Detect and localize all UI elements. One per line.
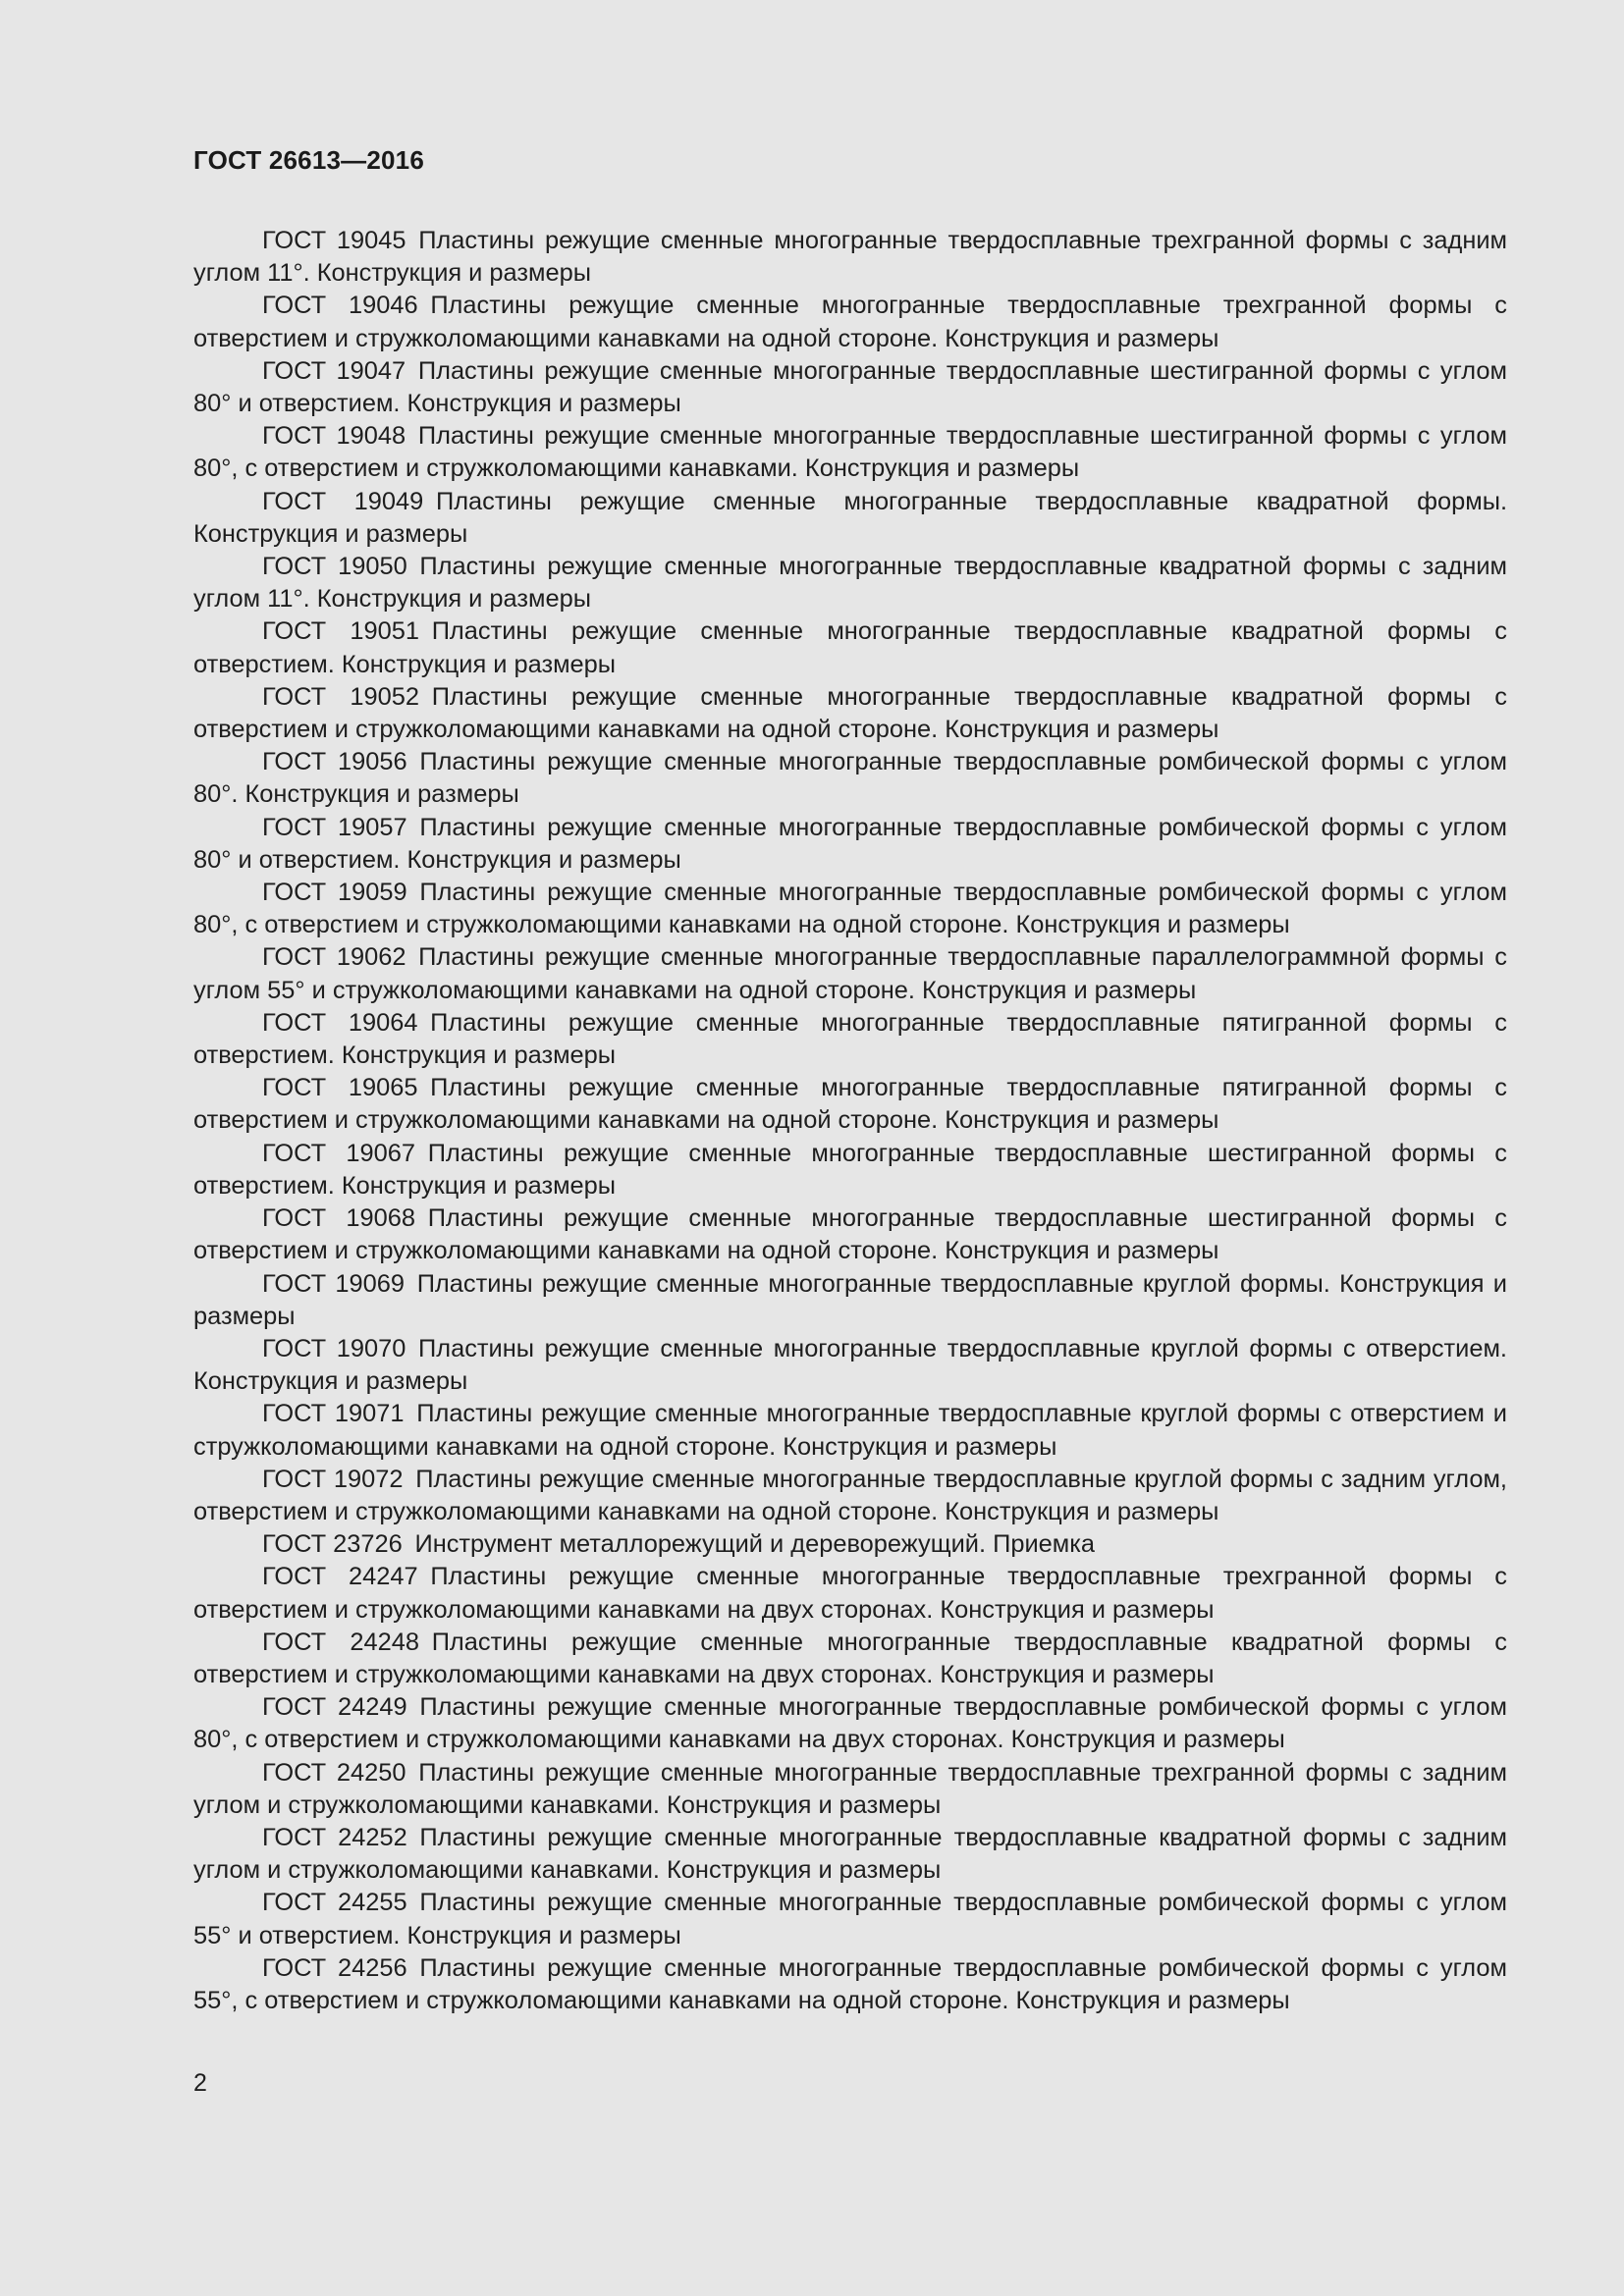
reference-code: ГОСТ 19047 — [262, 356, 406, 385]
reference-entry — [193, 1072, 1507, 1137]
reference-entry — [193, 746, 1507, 811]
reference-code: ГОСТ 19048 — [262, 422, 406, 451]
reference-code: ГОСТ 24252 — [262, 1823, 407, 1851]
reference-title: Пластины режущие сменные многогранные твердосплавные круглой формы. Конструкция и размеры — [193, 1269, 1507, 1330]
reference-entry — [193, 681, 1507, 746]
reference-title: Пластины режущие сменные многогранные твердосплавные ромбической формы с углом 80° и отверстием. Конструкция и размеры — [193, 813, 1507, 874]
reference-code: ГОСТ 19059 — [262, 879, 407, 907]
reference-title: Пластины режущие сменные многогранные твердосплавные круглой формы с отверстием. Конструкция и размеры — [193, 1334, 1507, 1396]
reference-entry — [193, 1464, 1507, 1528]
reference-title: Пластины режущие сменные многогранные твердосплавные ромбической формы с углом 80°. Конструкция и размеры — [193, 748, 1507, 809]
reference-code: ГОСТ 24250 — [262, 1758, 406, 1787]
reference-title: Пластины режущие сменные многогранные твердосплавные квадратной формы с отверстием и стружколомающими канавками на одной стороне. Конструкция и размеры — [193, 682, 1507, 744]
reference-code: ГОСТ 19056 — [262, 748, 407, 776]
reference-title: Пластины режущие сменные многогранные твердосплавные квадратной формы с отверстием. Конструкция и размеры — [193, 617, 1507, 678]
reference-title: Пластины режущие сменные многогранные твердосплавные трехгранной формы с задним углом 11°. Конструкция и размеры — [193, 227, 1507, 288]
reference-entry — [193, 615, 1507, 680]
document-header: ГОСТ 26613—2016 — [193, 145, 424, 175]
reference-entry — [193, 1333, 1507, 1398]
reference-title: Инструмент металлорежущий и дереворежущий. Приемка — [414, 1530, 1095, 1559]
reference-code: ГОСТ 19045 — [262, 227, 406, 254]
reference-title: Пластины режущие сменные многогранные твердосплавные ромбической формы с углом 80°, с отверстием и стружколомающими канавками на двух сторонах. Конструкция и размеры — [193, 1693, 1507, 1754]
reference-entry — [193, 1202, 1507, 1267]
reference-title: Пластины режущие сменные многогранные твердосплавные квадратной формы. Конструкция и размеры — [193, 487, 1507, 548]
reference-title: Пластины режущие сменные многогранные твердосплавные пятигранной формы с отверстием и стружколомающими канавками на одной стороне. Конструкция и размеры — [193, 1074, 1507, 1135]
reference-code: ГОСТ 19057 — [262, 813, 407, 841]
reference-code: ГОСТ 23726 — [262, 1530, 403, 1559]
reference-entry — [193, 1007, 1507, 1072]
reference-entry — [193, 1952, 1507, 2017]
reference-code: ГОСТ 19050 — [262, 553, 407, 581]
reference-entry — [193, 1528, 1507, 1561]
reference-code: ГОСТ 19052 — [262, 682, 419, 711]
reference-entry — [193, 812, 1507, 877]
reference-code: ГОСТ 19049 — [262, 487, 424, 515]
reference-entry — [193, 1561, 1507, 1626]
reference-entry — [193, 941, 1507, 1006]
reference-title: Пластины режущие сменные многогранные твердосплавные шестигранной формы с отверстием и стружколомающими канавками на одной стороне. Конструкция и размеры — [193, 1204, 1507, 1265]
reference-entry — [193, 225, 1507, 290]
reference-code: ГОСТ 24249 — [262, 1693, 407, 1722]
reference-title: Пластины режущие сменные многогранные твердосплавные квадратной формы с задним углом и стружколомающими канавками. Конструкция и размеры — [193, 1823, 1507, 1885]
reference-code: ГОСТ 19064 — [262, 1008, 418, 1037]
reference-title: Пластины режущие сменные многогранные твердосплавные ромбической формы с углом 55°, с отверстием и стружколомающими канавками на одной стороне. Конструкция и размеры — [193, 1953, 1507, 2014]
reference-entry — [193, 1822, 1507, 1887]
reference-entry — [193, 877, 1507, 941]
reference-title: Пластины режущие сменные многогранные твердосплавные параллелограммной формы с углом 55° и стружколомающими канавками на одной стороне. Конструкция и размеры — [193, 943, 1507, 1004]
reference-entry — [193, 1398, 1507, 1463]
reference-title: Пластины режущие сменные многогранные твердосплавные ромбической формы с углом 55° и отверстием. Конструкция и размеры — [193, 1889, 1507, 1949]
reference-title: Пластины режущие сменные многогранные твердосплавные трехгранной формы с задним углом и стружколомающими канавками. Конструкция и размеры — [193, 1758, 1507, 1819]
reference-code: ГОСТ 19062 — [262, 943, 406, 972]
reference-title: Пластины режущие сменные многогранные твердосплавные квадратной формы с отверстием и стружколомающими канавками на двух сторонах. Конструкция и размеры — [193, 1628, 1507, 1688]
reference-entry — [193, 1691, 1507, 1756]
reference-code: ГОСТ 19051 — [262, 617, 419, 646]
reference-code: ГОСТ 19046 — [262, 292, 418, 320]
reference-entry — [193, 1138, 1507, 1202]
reference-title: Пластины режущие сменные многогранные твердосплавные шестигранной формы с углом 80°, с отверстием и стружколомающими канавками. Конструкция и размеры — [193, 422, 1507, 483]
reference-entry — [193, 551, 1507, 615]
reference-code: ГОСТ 24248 — [262, 1628, 419, 1656]
reference-title: Пластины режущие сменные многогранные твердосплавные квадратной формы с задним углом 11°. Конструкция и размеры — [193, 553, 1507, 614]
reference-code: ГОСТ 24256 — [262, 1953, 407, 1982]
reference-title: Пластины режущие сменные многогранные твердосплавные круглой формы с отверстием и стружколомающими канавками на одной стороне. Конструкция и размеры — [193, 1400, 1507, 1461]
reference-title: Пластины режущие сменные многогранные твердосплавные трехгранной формы с отверстием и стружколомающими канавками на одной стороне. Конструкция и размеры — [193, 292, 1507, 352]
reference-code: ГОСТ 24247 — [262, 1563, 418, 1591]
reference-title: Пластины режущие сменные многогранные твердосплавные шестигранной формы с углом 80° и отверстием. Конструкция и размеры — [193, 356, 1507, 418]
reference-entry — [193, 1268, 1507, 1333]
reference-entry — [193, 1627, 1507, 1691]
reference-title: Пластины режущие сменные многогранные твердосплавные ромбической формы с углом 80°, с отверстием и стружколомающими канавками на одной стороне. Конструкция и размеры — [193, 879, 1507, 939]
reference-entry — [193, 1887, 1507, 1951]
reference-entry — [193, 486, 1507, 551]
reference-entry — [193, 1757, 1507, 1822]
reference-code: ГОСТ 19072 — [262, 1465, 404, 1493]
reference-title: Пластины режущие сменные многогранные твердосплавные круглой формы с задним углом, отверстием и стружколомающими канавками на одной стороне. Конструкция и размеры — [193, 1465, 1507, 1525]
reference-code: ГОСТ 19069 — [262, 1269, 405, 1298]
reference-code: ГОСТ 19071 — [262, 1400, 405, 1428]
reference-entry — [193, 355, 1507, 420]
reference-code: ГОСТ 19070 — [262, 1334, 406, 1362]
reference-entry — [193, 290, 1507, 354]
reference-title: Пластины режущие сменные многогранные твердосплавные шестигранной формы с отверстием. Конструкция и размеры — [193, 1139, 1507, 1200]
reference-code: ГОСТ 24255 — [262, 1889, 407, 1917]
reference-code: ГОСТ 19065 — [262, 1074, 418, 1102]
page-number: 2 — [193, 2069, 207, 2097]
reference-title: Пластины режущие сменные многогранные твердосплавные пятигранной формы с отверстием. Конструкция и размеры — [193, 1008, 1507, 1070]
normative-references-list — [193, 225, 1507, 2017]
reference-code: ГОСТ 19068 — [262, 1204, 415, 1233]
reference-title: Пластины режущие сменные многогранные твердосплавные трехгранной формы с отверстием и стружколомающими канавками на двух сторонах. Конструкция и размеры — [193, 1563, 1507, 1624]
reference-code: ГОСТ 19067 — [262, 1139, 415, 1167]
reference-entry — [193, 420, 1507, 485]
